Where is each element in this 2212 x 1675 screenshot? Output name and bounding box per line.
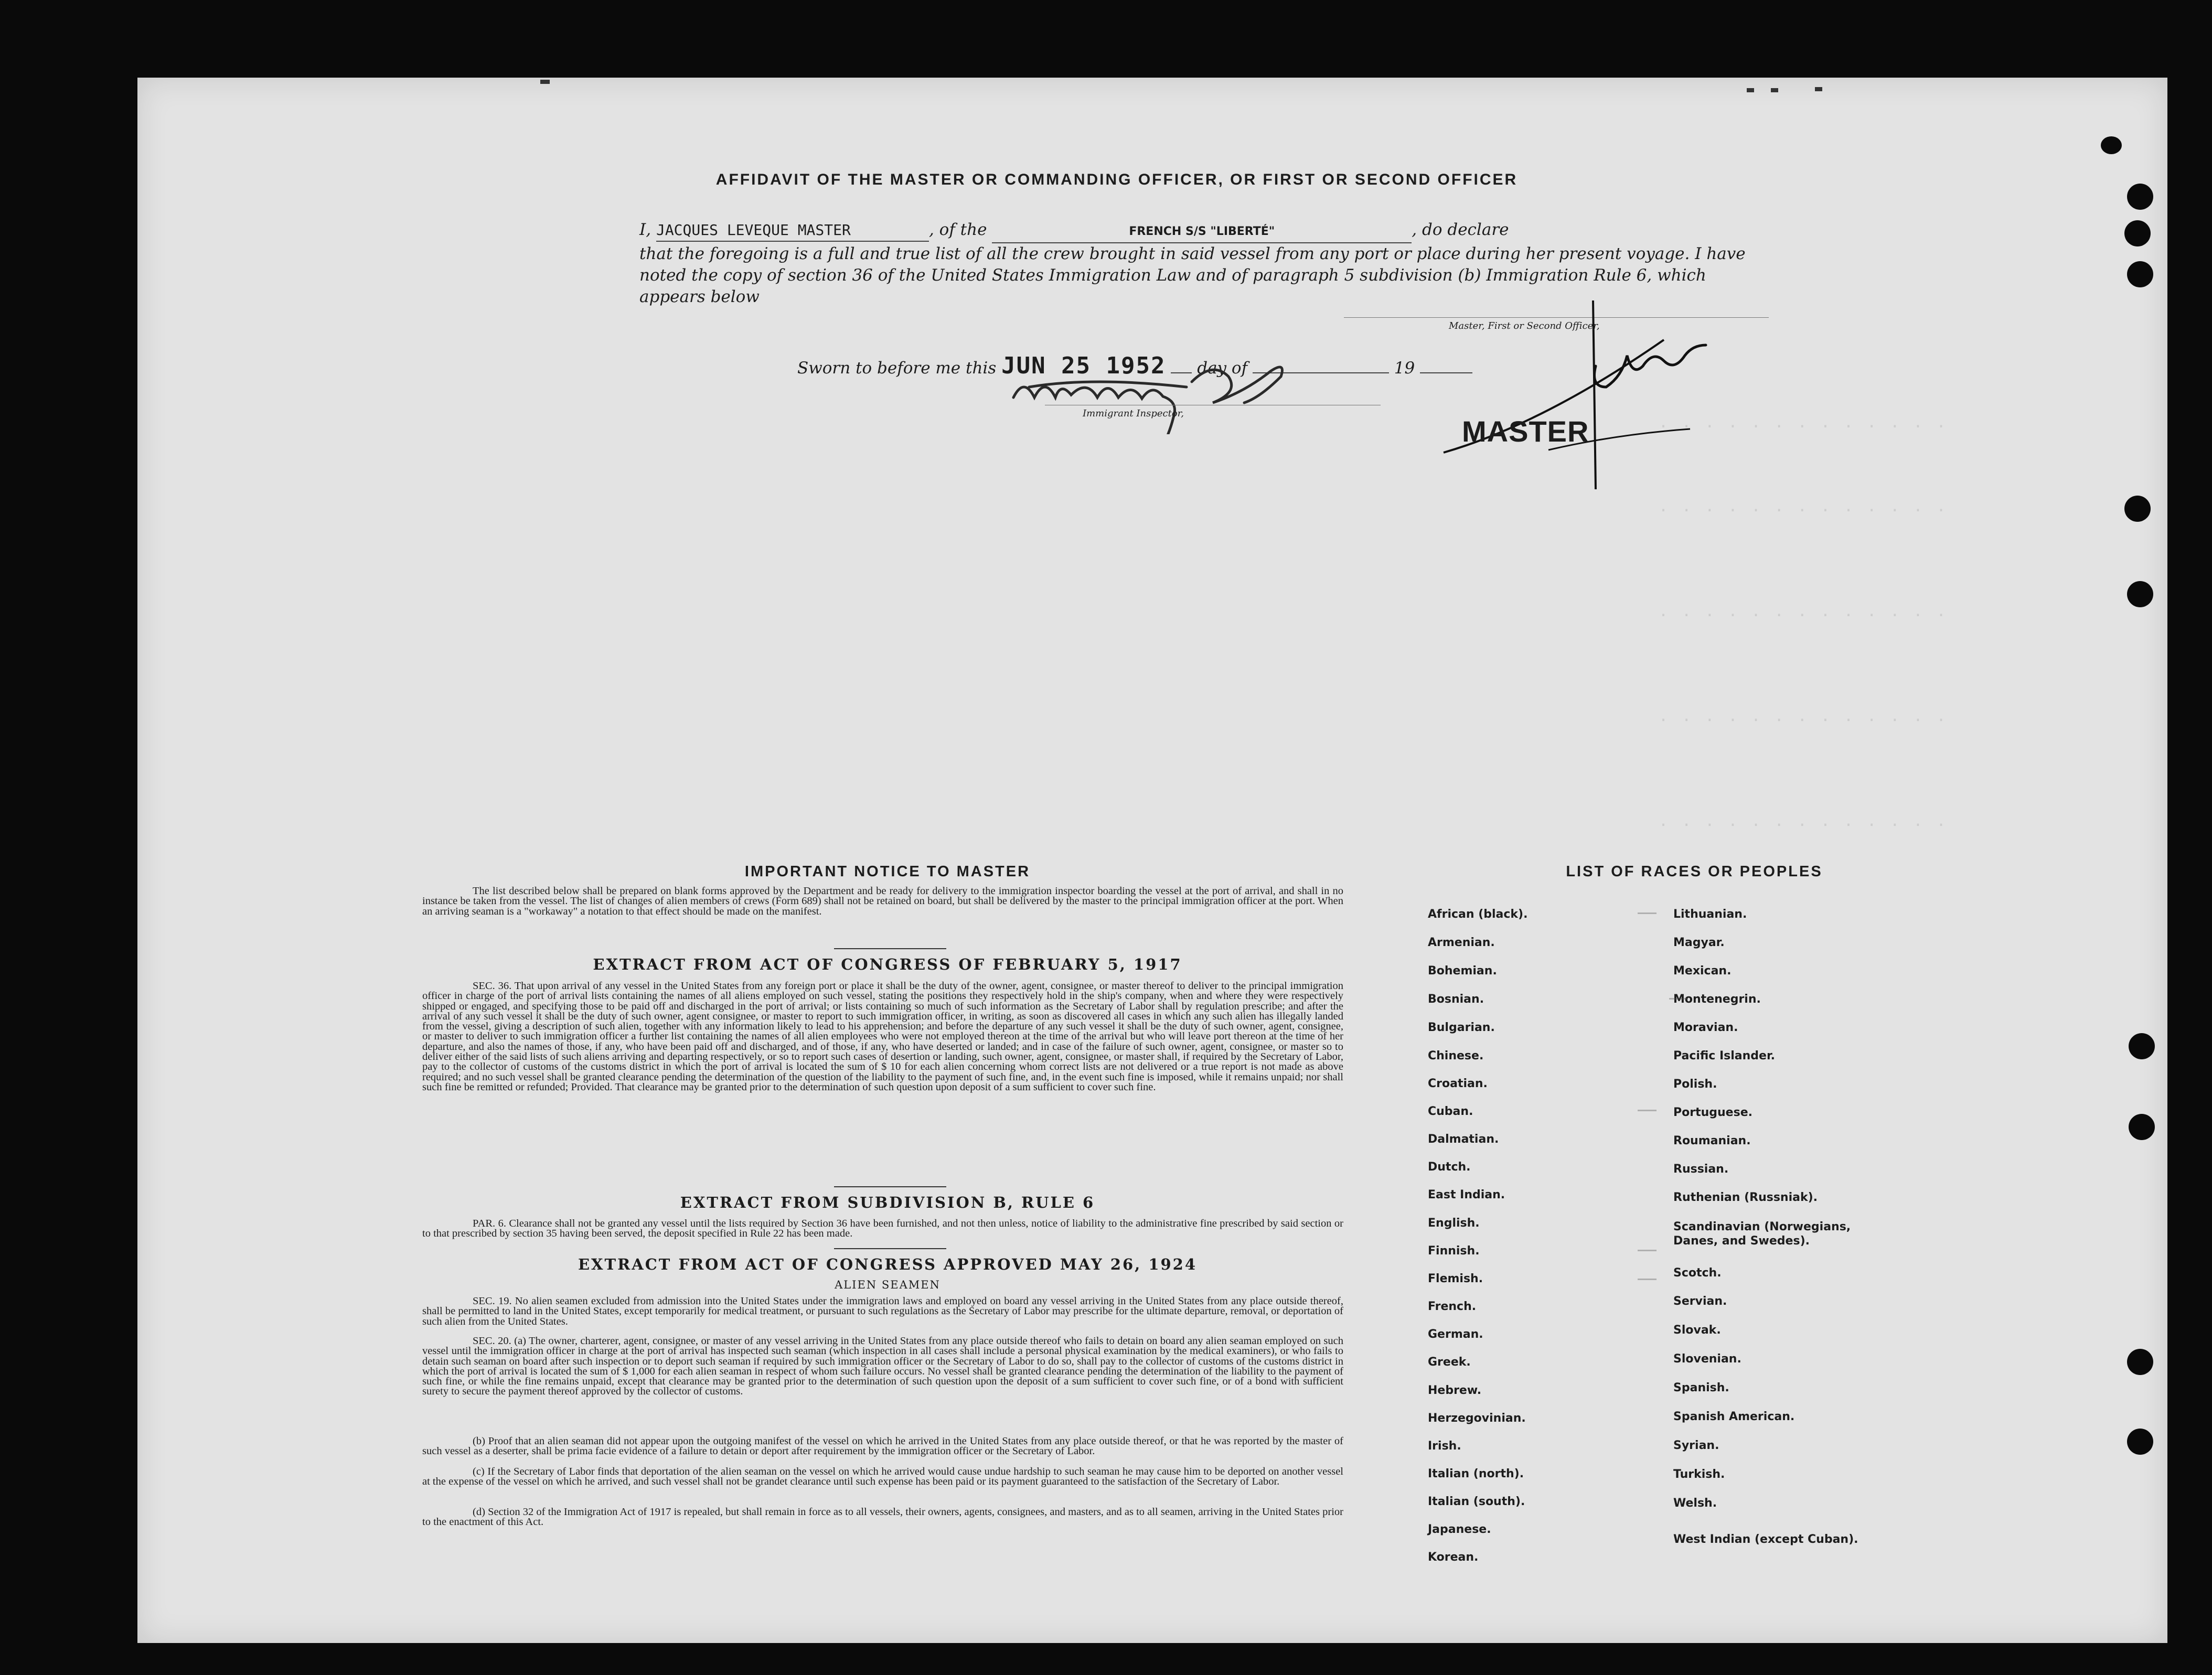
dash-mark [1638,1279,1657,1280]
race-item: Dalmatian. [1428,1133,1499,1146]
race-item: Herzegovinian. [1428,1412,1526,1425]
race-item: Armenian. [1428,936,1495,949]
affidavit-body [639,219,1772,308]
race-item: Japanese. [1428,1523,1491,1536]
binder-hole [2124,220,2151,246]
affidavit-i-prefix: I, [639,220,651,239]
scan-speck [1771,88,1778,92]
race-item: Servian. [1673,1295,1727,1308]
bleed-through-text: . . . . . . . . . . . . . [1659,413,1948,432]
bleed-through-text: . . . . . . . . . . . . . [1659,707,1948,725]
extract-1917-title: EXTRACT FROM ACT OF CONGRESS OF FEBRUARY 5, 1917 [593,955,1182,973]
binder-hole [2124,496,2151,522]
race-item: French. [1428,1300,1477,1313]
scan-speck [1815,87,1822,91]
race-item: Hebrew. [1428,1384,1482,1397]
binder-hole [2127,261,2153,287]
race-item: Bulgarian. [1428,1021,1495,1034]
race-item: Chinese. [1428,1049,1484,1062]
dash-mark [1638,1110,1657,1111]
race-item: Scotch. [1673,1266,1722,1280]
officer-label: Master, First or Second Officer, [1449,320,1600,331]
binder-hole [2127,1349,2153,1375]
binder-hole [2127,184,2153,210]
race-item: Mexican. [1673,964,1732,978]
extract-rule6-title: EXTRACT FROM SUBDIVISION B, RULE 6 [680,1194,1095,1211]
sec-20c-text: (c) If the Secretary of Labor finds that deportation of the alien seaman on the vessel on which he arrived would cause undue hardship to such seaman he may cause him to be deported on another vessel at the expense of the vessel on which he arrived, and such vessel shall not be grandet clearance until such expense has been paid or its payment guaranteed to the satisfaction of the Secretary of Labor. [422,1466,1343,1488]
inspector-label: Immigrant Inspector, [1083,408,1184,419]
par-6-text: PAR. 6. Clearance shall not be granted any vessel until the lists required by Section 36 have been furnished, and not then unless, notice of liability to the administrative fine prescribed by said section or to that prescribed by section 35 having been served, the deposit specified in Rule 22 has been made. [422,1218,1343,1240]
divider [834,1186,946,1187]
extract-1924-title: EXTRACT FROM ACT OF CONGRESS APPROVED MAY 26, 1924 [578,1255,1198,1273]
race-item: East Indian. [1428,1188,1505,1201]
binder-hole [2129,1114,2155,1140]
race-item: Korean. [1428,1551,1479,1564]
notice-title: IMPORTANT NOTICE TO MASTER [744,863,1031,880]
sec-36-text: SEC. 36. That upon arrival of any vessel in the United States from any foreign port or place it shall be the duty of the owner, agent, consignee, or master thereof to deliver to the principal immigration officer in charge of the port of arrival lists containing the names of all aliens employed on such vessel, stating the positions they respectively hold in the ship's company, when and where they were respectively shipped or engaged, and specifying those to be paid off and discharged in the port of arrival; or lists containing so much of such information as the Secretary of Labor shall by regulation prescribe; and after the arrival of any such vessel it shall be the duty of such owner, agent consignee, or master to report to such immigration officer, in writing, as soon as discovered all cases in which any such alien has illegally landed from the vessel, giving a description of such alien, together with any information likely to lead to his apprehension; and before the departure of any such vessel it shall be the duty of such owner, agent, consignee, or master to deliver to such immigration officer a further list containing the names of all alien employees who were not employed thereon at the time of the arrival but who will leave port thereon at the time of her departure, and also the names of those, if any, who have been paid off and discharged, and of those, if any, who have deserted or landed; and in case of the failure of such owner, agent, consignee, or master so to deliver either of the said lists of such aliens arriving and departing respectively, or so to report such cases of desertion or landing, such owner, agent, consignee, or master shall, if required by the Secretary of Labor, pay to the collector of customs of the customs district in which the port of arrival is located the sum of $ 10 for each alien concerning whom correct lists are not delivered or a true report is not made as above required; and no such vessel shall be granted clearance pending the determination of the question of the liability to the payment of such fine, and, in the event such fine is imposed, while it remains unpaid; nor shall such fine be remitted or refunded; Provided. That clearance may be granted prior to the determination of such question upon deposit of a sum sufficient to cover such fine. [422,980,1343,1093]
dash-mark [1638,1250,1657,1251]
race-item: Pacific Islander. [1673,1049,1776,1062]
year-prefix: 19 [1394,359,1415,378]
race-item: Dutch. [1428,1161,1471,1174]
race-item: Polish. [1673,1078,1717,1091]
race-item: Spanish. [1673,1381,1729,1394]
day-of-label: day of [1197,359,1248,378]
race-item: Flemish. [1428,1272,1483,1285]
race-item: Russian. [1673,1163,1729,1176]
affidavit-do-declare: , do declare [1412,220,1509,239]
affidavit-text: that the foregoing is a full and true list of all the crew brought in said vessel from any port or place during her present voyage. I have noted the copy of section 36 of the United States Immigration Law and of paragraph 5 subdivision (b) Immigration Rule 6, which appears below [639,244,1746,306]
race-item: Cuban. [1428,1105,1473,1118]
alien-seamen-heading: ALIEN SEAMEN [835,1279,941,1291]
binder-hole [2129,1033,2155,1059]
dash-mark [1638,912,1657,914]
race-item: German. [1428,1328,1483,1341]
scan-speck [540,80,550,84]
race-item: Greek. [1428,1356,1471,1369]
race-item: African (black). [1428,908,1528,921]
race-item: Magyar. [1673,936,1725,949]
race-item: Bohemian. [1428,964,1497,978]
race-item: West Indian (except Cuban). [1673,1533,1858,1546]
sec-20-text: SEC. 20. (a) The owner, charterer, agent, consignee, or master of any vessel arriving in the United States from any place outside thereof who fails to detain on board any alien seaman employed on such vessel until the immigration officer in charge at the port of arrival has inspected such seaman (which inspection in all cases shall include a personal physical examination by the medical examiners), or who fails to detain such seaman on board after such inspection or to deport such seaman if required by such immigration officer or the Secretary of Labor to do so, shall pay to the collector of customs of the customs district in which the port of arrival is located the sum of $ 1,000 for each alien seaman in respect of whom such failure occurs. No vessel shall be granted clearance pending the determination of the liability to the payment of such fine, or while the fine remains unpaid, except that clearance may be granted prior to the determination of such question upon the deposit of a sum sufficient to cover such fine, or of a bond with sufficient surety to secure the payment thereof approved by the collector of customs. [422,1335,1343,1398]
inspector-signature [998,350,1323,434]
race-item: Spanish American. [1673,1410,1795,1423]
race-item: Roumanian. [1673,1134,1751,1147]
race-item: Portuguese. [1673,1106,1752,1119]
divider [834,1248,946,1249]
race-item: Italian (north). [1428,1467,1524,1480]
sworn-text: Sworn to before me this [797,359,997,378]
binder-hole [2101,136,2122,154]
sworn-date-stamp: JUN 25 1952 [1001,352,1166,379]
race-item: Slovenian. [1673,1352,1741,1366]
binder-hole [2127,581,2153,607]
master-name-field: JACQUES LEVEQUE MASTER [656,221,851,239]
sec-20b-text: (b) Proof that an alien seaman did not appear upon the outgoing manifest of the vessel on which he arrived in the United States from any place outside thereof, or that he was reported by the master of such vessel as a deserter, shall be prima facie evidence of a failure to detain or deport after requirement by the immigration officer or the Secretary of Labor. [422,1435,1343,1457]
race-item: Italian (south). [1428,1495,1525,1508]
bleed-through-text: . . . . . . . . . . . . . [1659,497,1948,516]
affidavit-of-the: , of the [928,220,987,239]
race-item: Bosnian. [1428,993,1484,1006]
race-item: Ruthenian (Russniak). [1673,1191,1818,1204]
race-item: Irish. [1428,1440,1461,1453]
master-signature [1438,298,1774,492]
affidavit-title: AFFIDAVIT OF THE MASTER OR COMMANDING OFFICER, OR FIRST OR SECOND OFFICER [715,171,1518,188]
race-item: Scandinavian (Norwegians, Danes, and Swedes). [1673,1220,1851,1248]
dash-mark [1669,998,1688,1000]
divider [834,948,946,949]
race-item: Montenegrin. [1673,993,1761,1006]
race-item: Finnish. [1428,1244,1480,1258]
sec-19-text: SEC. 19. No alien seamen excluded from admission into the United States under the immigration laws and employed on board any vessel arriving in the United States from any place outside thereof, shall be permitted to land in the United States, except temporarily for medical treatment, or pursuant to such regulations as the Secretary of Labor may prescribe for the ultimate departure, removal, or deportation of such alien from the United States. [422,1295,1343,1327]
scan-speck [1747,88,1754,92]
sec-20d-text: (d) Section 32 of the Immigration Act of 1917 is repealed, but shall remain in force as to all vessels, their owners, agents, consignees, and masters, and as to all seamen, arriving in the United States prior to the enactment of this Act. [422,1506,1343,1528]
binder-hole [2127,1429,2153,1455]
race-item: Welsh. [1673,1497,1717,1510]
vessel-name-field: FRENCH S/S "LIBERTÉ" [1129,225,1275,238]
master-stamp: MASTER [1462,415,1589,448]
notice-intro: The list described below shall be prepared on blank forms approved by the Department and be ready for delivery to the immigration inspector boarding the vessel at the port of arrival, and shall in no instance be taken from the vessel. The list of changes of alien members of crews (Form 689) shall not be retained on board, but shall be delivered by the master to the principal immigration officer at the port. When an arriving seaman is a "workaway" a notation to that effect should be made on the manifest. [422,885,1343,917]
bleed-through-text: . . . . . . . . . . . . . [1659,602,1948,620]
race-item: Lithuanian. [1673,908,1747,921]
race-item: Moravian. [1673,1021,1738,1034]
document-page [137,78,2167,1643]
race-item: Syrian. [1673,1439,1719,1452]
races-title: LIST OF RACES OR PEOPLES [1566,863,1823,880]
race-item: English. [1428,1217,1480,1230]
race-item: Croatian. [1428,1077,1488,1090]
race-item: Slovak. [1673,1324,1721,1337]
bleed-through-text: . . . . . . . . . . . . . [1659,812,1948,830]
race-item: Turkish. [1673,1468,1725,1481]
